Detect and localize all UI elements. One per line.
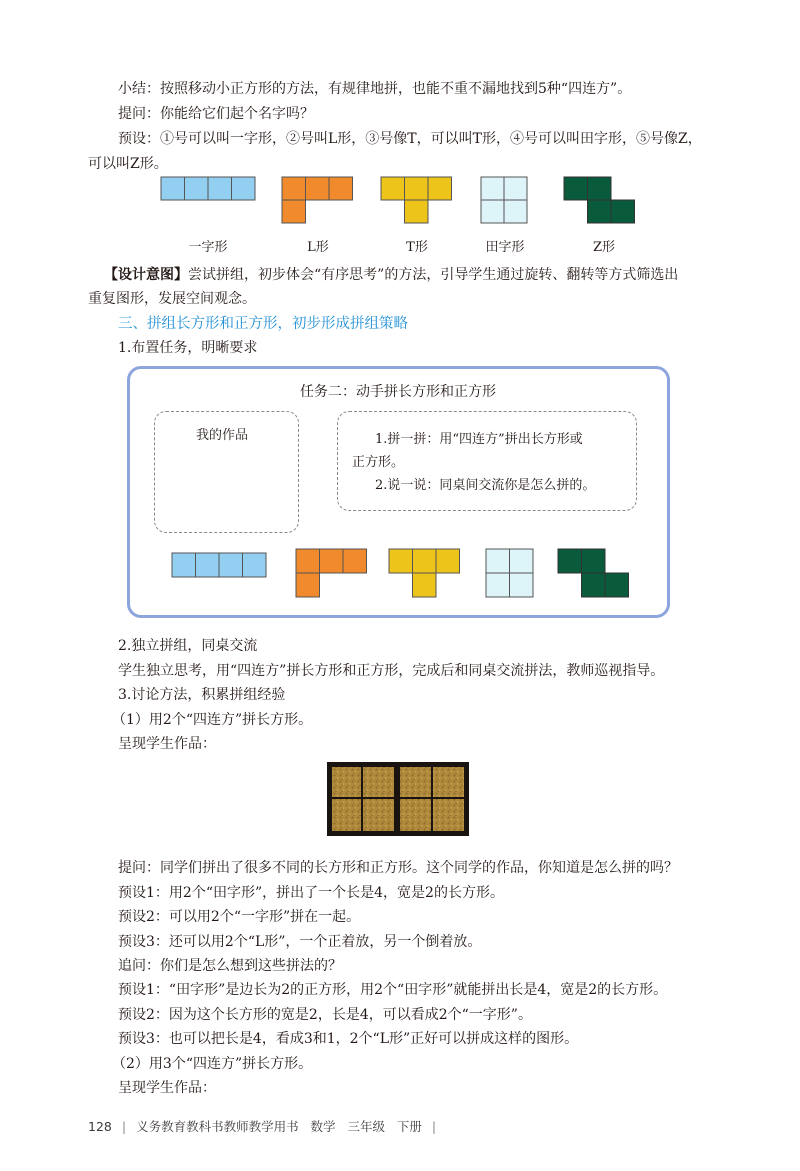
book-title: 义务教育教科书教师教学用书 [136,1119,299,1134]
summary-text: 小结：按照移动小正方形的方法，有规律地拼，也能不重不漏地找到5种“四连方”。 [118,81,632,97]
preset-text-line1: 预设：①号可以叫一字形，②号叫L形，③号像T，可以叫T形，④号可以叫田字形，⑤号像Z， [118,131,702,147]
label-t-shape: T形 [406,240,428,255]
follow-up-question: 追问：你们是怎么想到这些拼法的？ [118,958,342,974]
label-l-shape: L形 [307,240,329,255]
task-item2: 2.说一说：同桌间交流你是怎么拼的。 [375,478,596,493]
tetromino-i-shape [172,553,266,577]
tetromino-t-shape [389,549,460,597]
subject-label: 数学 [310,1119,336,1134]
tetromino-z-shape [558,549,629,597]
sub1-heading: （1）用2个“四连方”拼长方形。 [112,712,313,728]
show-work-2: 呈现学生作品： [118,1080,216,1096]
label-i-shape: 一字形 [188,240,228,255]
answer-1: 预设1：“田字形”是边长为2的正方形，用2个“田字形”就能拼出长是4，宽是2的长方形。 [118,982,668,998]
step2-heading: 2.独立拼组，同桌交流 [118,638,258,654]
answer-3: 预设3：也可以把长是4，看成3和1，2个“L形”正好可以拼成这样的图形。 [118,1031,579,1047]
step3-heading: 3.讨论方法，积累拼组经验 [118,687,286,703]
design-intent-text: 尝试拼组，初步体会“有序思考”的方法，引导学生通过旋转、翻转等方式筛选出 [188,267,679,283]
student-work-photo [327,762,469,836]
answer-2: 预设2：因为这个长方形的宽是2，长是4，可以看成2个“一字形”。 [118,1007,532,1023]
cork-square [331,766,465,832]
task-item1-line1: 1.拼一拼：用“四连方”拼出长方形或 [375,432,583,447]
label-square-shape: 田字形 [485,240,525,255]
question-1: 提问：同学们拼出了很多不同的长方形和正方形。这个同学的作品，你知道是怎么拼的吗？ [118,860,678,876]
preset-1: 预设1：用2个“田字形”，拼出了一个长是4，宽是2的长方形。 [118,885,504,901]
preset-3: 预设3：还可以用2个“L形”，一个正着放，另一个倒着放。 [118,934,482,950]
page-number: 128 [88,1119,112,1134]
my-work-label: 我的作品 [196,428,249,443]
preset-text-line2: 可以叫Z形。 [88,156,168,172]
sub2-heading: （2）用3个“四连方”拼长方形。 [112,1056,313,1072]
tetromino-square-shape [486,549,533,597]
question-text: 提问：你能给它们起个名字吗？ [118,106,314,122]
page-footer: 128 | 义务教育教科书教师教学用书 数学 三年级 下册 | [88,1119,437,1134]
show-work-1: 呈现学生作品： [118,736,216,752]
grade-label: 三年级 [347,1119,385,1134]
step1-heading: 1.布置任务，明晰要求 [118,340,258,356]
design-intent-line2: 重复图形，发展空间观念。 [88,291,256,307]
step2-text: 学生独立思考，用“四连方”拼长方形和正方形，完成后和同桌交流拼法，教师巡视指导。 [118,663,665,679]
task-item1-line2: 正方形。 [352,455,405,470]
tetromino-l-shape [296,549,367,597]
volume-label: 下册 [396,1119,422,1134]
label-z-shape: Z形 [592,240,616,255]
task-card-title: 任务二：动手拼长方形和正方形 [300,384,496,400]
preset-2: 预设2：可以用2个“一字形”拼在一起。 [118,909,361,925]
design-intent-label: 【设计意图】 [104,267,188,283]
section-heading: 三、拼组长方形和正方形，初步形成拼组策略 [118,316,408,332]
